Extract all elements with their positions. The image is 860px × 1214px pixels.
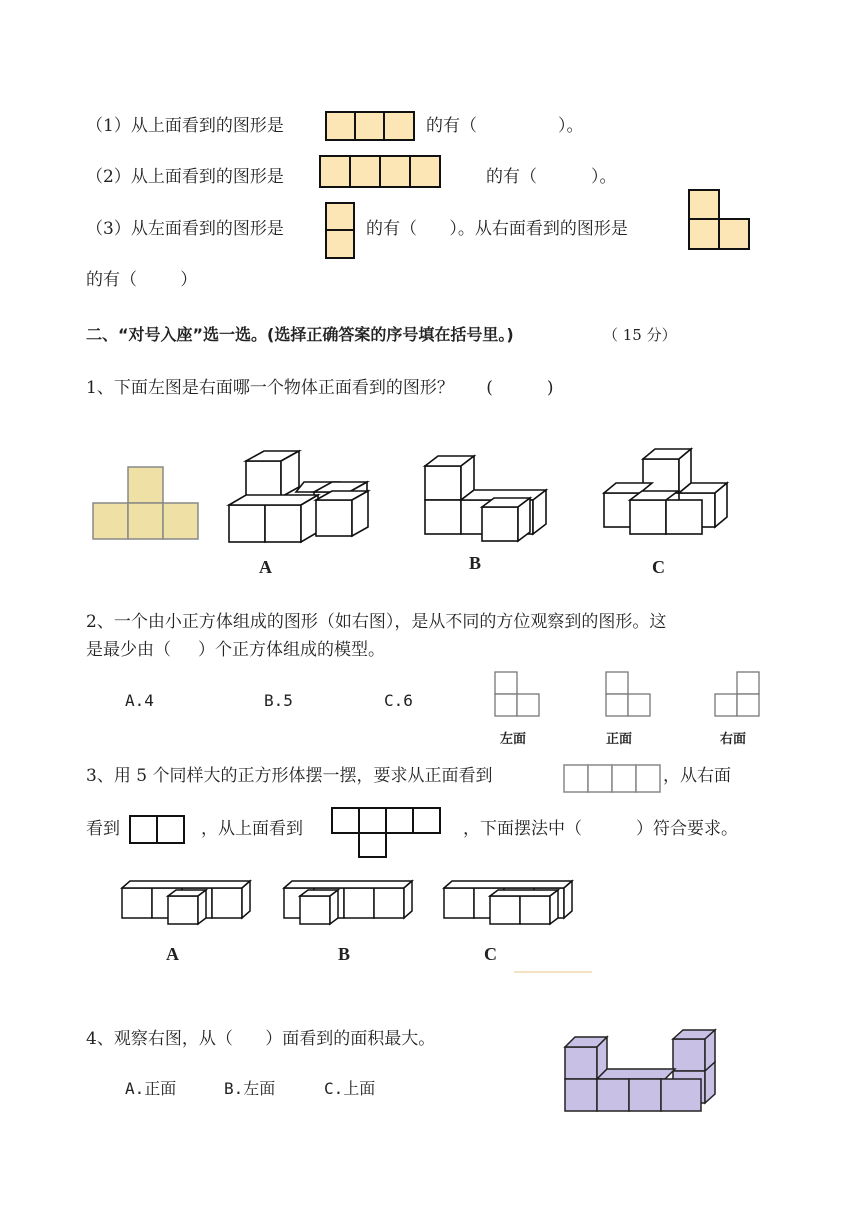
q3-line-2-b: ，从上面看到: [201, 819, 303, 839]
q3-line-1-prefix: 3、用 5 个同样大的正方形体摆一摆，要求从正面看到: [86, 766, 493, 786]
q3-line-2-a: 看到: [86, 819, 120, 839]
q3-option-c-label: C: [484, 944, 497, 964]
q4-text: 4、观察右图，从（ ）面看到的面积最大。: [86, 1029, 436, 1049]
q2-line-1: 2、一个由小正方体组成的图形（如右图），是从不同的方位观察到的图形。这: [86, 612, 667, 632]
q1-option-a-label: A: [259, 557, 272, 577]
q1-text: 1、下面左图是右面哪一个物体正面看到的图形？ ( ): [86, 378, 554, 398]
p1-q3-middle: 的有（ ）。从右面看到的图形是: [366, 219, 628, 239]
q2-left-view-label: 左面: [500, 732, 527, 747]
p1-q2-suffix: 的有（ ）。: [486, 167, 617, 187]
section-2-heading: 二、“对号入座”选一选。(选择正确答案的序号填在括号里。): [86, 325, 514, 344]
right-view-l-shape: [688, 189, 752, 251]
q1-option-b-solid: [424, 454, 549, 544]
q2-choice-a: A.4: [125, 691, 154, 710]
q3-top-view: [331, 807, 443, 859]
q1-option-a-solid: [228, 450, 373, 545]
q1-option-b-label: B: [469, 553, 482, 573]
q3-front-view: [563, 764, 661, 794]
section-2-score: （ 15 分）: [603, 326, 677, 344]
top-view-four-squares: [319, 155, 443, 189]
q2-line-2: 是最少由（ ）个正方体组成的模型。: [86, 640, 386, 660]
p1-q3-prefix: （3）从左面看到的图形是: [86, 219, 284, 239]
q2-front-view-label: 正面: [606, 732, 633, 747]
q4-choice-c: C.上面: [324, 1079, 376, 1098]
q4-choice-b: B.左面: [224, 1079, 276, 1098]
q2-right-view-label: 右面: [720, 732, 747, 747]
q3-option-a-solid: [121, 880, 251, 926]
q4-choice-a: A.正面: [125, 1079, 177, 1098]
q2-choice-c: C.6: [384, 691, 413, 710]
top-view-three-squares: [325, 111, 417, 141]
q3-line-1-suffix: ，从右面: [663, 766, 731, 786]
p1-q1-suffix: 的有（ ）。: [426, 116, 584, 136]
q3-right-view: [129, 815, 187, 845]
q3-line-2-c: ，下面摆法中（ ）符合要求。: [463, 819, 739, 839]
q4-purple-cube-solid: [563, 1025, 725, 1115]
q2-left-view: [494, 671, 544, 719]
q3-option-c-solid: [443, 880, 579, 926]
q3-option-b-solid: [283, 880, 413, 926]
q1-option-c-solid: [603, 447, 733, 537]
decorative-divider: [514, 971, 592, 973]
q3-option-a-label: A: [166, 944, 179, 964]
q2-right-view: [714, 671, 764, 719]
q2-choice-b: B.5: [264, 691, 293, 710]
left-view-two-stacked: [325, 202, 357, 260]
p1-q2-prefix: （2）从上面看到的图形是: [86, 167, 284, 187]
q1-front-view-figure: [92, 466, 200, 542]
p1-q3-continuation: 的有（ ）: [86, 270, 198, 290]
q1-option-c-label: C: [652, 557, 665, 577]
q2-front-view: [605, 671, 655, 719]
p1-q1-prefix: （1）从上面看到的图形是: [86, 116, 284, 136]
q3-option-b-label: B: [338, 944, 351, 964]
